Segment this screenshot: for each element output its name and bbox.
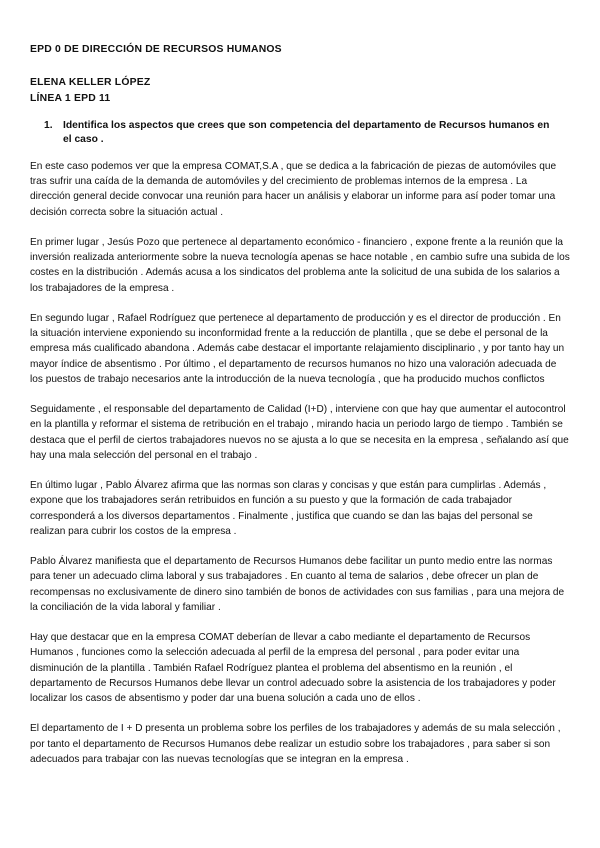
question-item — [44, 119, 554, 147]
paragraph: Seguidamente , el responsable del departamento de Calidad (I+D) , interviene con que hay que aumentar el autocontrol en la plantilla y reformar el sistema de retribución en el trabajo , mirando hacia un periodo largo de tiempo . También se destaca que el perfil de ciertos trabajadores nuevos no se ajusta a lo que se necesita en la empresa , señalando así que hay una mala selección del personal en el trabajo . — [30, 404, 569, 461]
paragraph: En segundo lugar , Rafael Rodríguez que pertenece al departamento de producción y es el director de producción . En la situación interviene exponiendo su inconformidad frente a la reducción de plantilla , que se debe el personal de la empresa más cualificado abandona . Además cabe destacar el importante relajamiento disciplinario , y por tanto hay un mayor índice de absentismo . Por último , el departamento de recursos humanos no hizo una valoración adecuada de los puestos de trabajo necesarios ante la introducción de la nueva tecnología , que ha producido muchos conflictos — [30, 313, 565, 385]
paragraph: En último lugar , Pablo Álvarez afirma que las normas son claras y concisas y que están para cumplirlas . Además , expone que los trabajadores serán retribuidos en función a su puesto y que la formación de cada trabajador corresponderá a los diversos departamentos . Finalmente , justifica que cuando se dan las bajas del personal se realizan para cubrir los costos de la empresa . — [30, 480, 547, 537]
paragraph: Pablo Álvarez manifiesta que el departamento de Recursos Humanos debe facilitar un punto medio entre las normas para tener un adecuado clima laboral y sus trabajadores . En cuanto al tema de salarios , debe ofrecer un plan de recompensas no exclusivamente de dinero sino también de bonos de actividades con sus familias , para una mejora de la conciliación de la vida laboral y familiar . — [30, 556, 565, 613]
paragraph: Hay que destacar que en la empresa COMAT deberían de llevar a cabo mediante el departamento de Recursos Humanos , funciones como la selección adecuada al perfil de la empresa del personal , para poder evitar una disminución de la plantilla . También Rafael Rodríguez plantea el problema del absentismo en la reunión , el departamento de Recursos Humanos debe llevar un control adecuado sobre la asistencia de los trabajadores y poder localizar los casos de absentismo y poder dar una buena solución a cada uno de ellos . — [30, 632, 556, 705]
question-text: Identifica los aspectos que crees que son competencia del departamento de Recursos humanos en el caso . — [63, 120, 550, 145]
author-name: ELENA KELLER LÓPEZ — [30, 77, 151, 88]
paragraph: En primer lugar , Jesús Pozo que pertenece al departamento económico - financiero , expone frente a la reunión que la inversión realizada anteriormente sobre la nueva tecnología apenas se hace notable , en cambio sufre una subida de los costes en la distribución . Además acusa a los sindicatos del problema ante la solicitud de una subida de los salarios a los trabajadores de la empresa . — [30, 237, 570, 294]
author-block — [30, 75, 150, 107]
paragraph: El departamento de I + D presenta un problema sobre los perfiles de los trabajadores y además de su mala selección , por tanto el departamento de Recursos Humanos debe realizar un estudio sobre los trabajadores , para saber si son adecuados para trabajar con las nuevas tecnologías que se integran en la empresa . — [30, 723, 561, 765]
group-label: LÍNEA 1 EPD 11 — [30, 93, 111, 104]
body-text — [30, 159, 570, 782]
question-number: 1. — [44, 120, 53, 131]
document-title: EPD 0 DE DIRECCIÓN DE RECURSOS HUMANOS — [30, 44, 282, 55]
paragraph: En este caso podemos ver que la empresa COMAT,S.A , que se dedica a la fabricación de piezas de automóviles que tras sufrir una caída de la demanda de automóviles y del crecimiento de problemas internos de la empresa . La dirección general decide convocar una reunión para hacer un análisis y elaborar un informe para así poder tomar una decisión correcta sobre la situación actual . — [30, 161, 557, 218]
